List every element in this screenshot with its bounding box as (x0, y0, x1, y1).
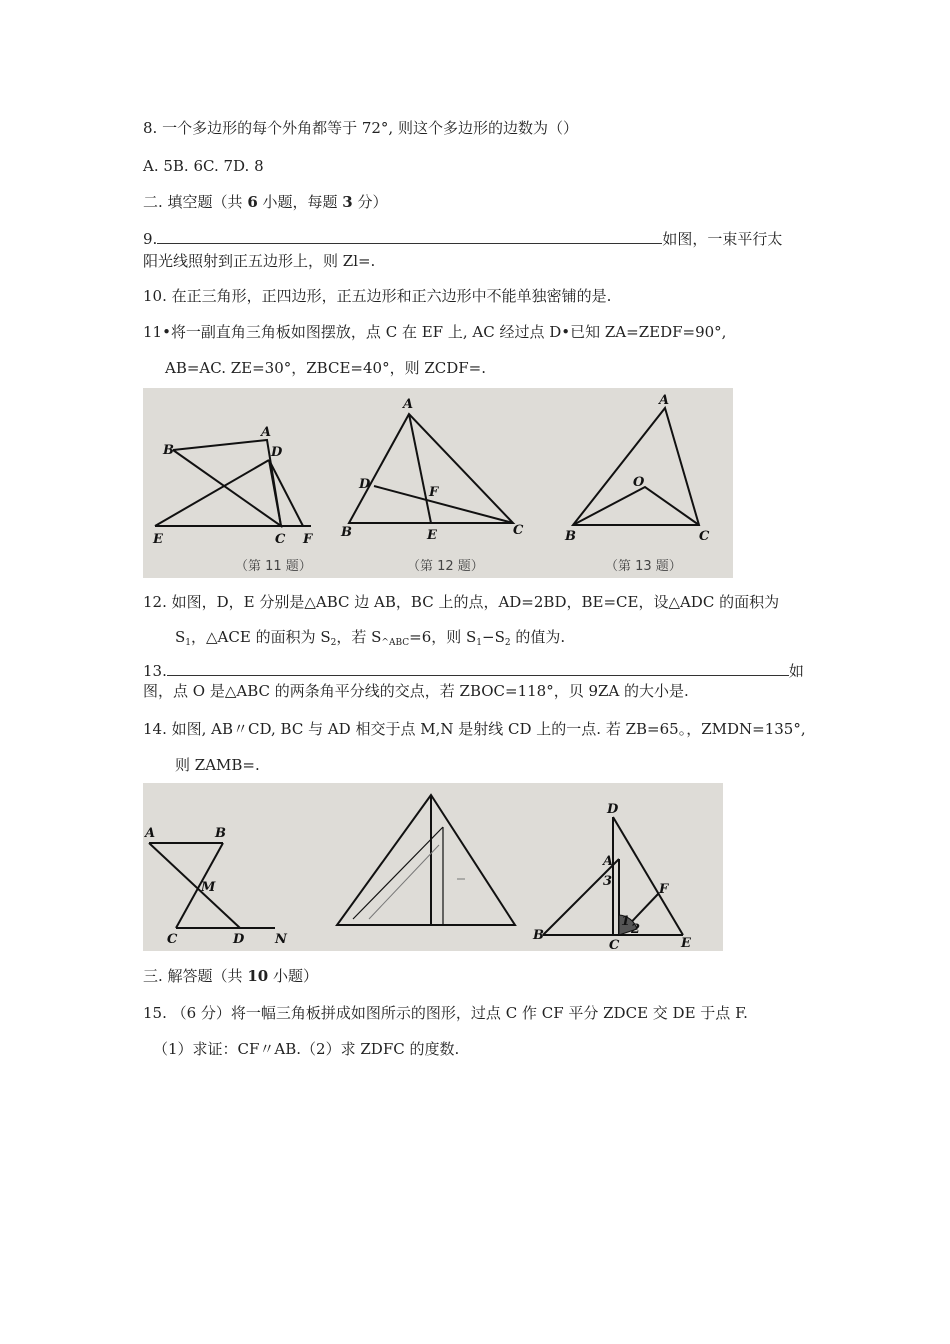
label-b: B (533, 928, 544, 943)
question-15: 15. （6 分）将一幅三角板拼成如图所示的图形，过点 C 作 CF 平分 ZDCE 交 DE 于点 F. (143, 1004, 748, 1022)
label-c: C (513, 523, 524, 538)
label-d: D (359, 477, 371, 492)
question-8: 8. 一个多边形的每个外角都等于 72°, 则这个多边形的边数为（） (143, 119, 578, 137)
label-a: A (659, 393, 670, 408)
label-n: N (275, 932, 287, 947)
answer-blank (157, 229, 662, 244)
figure-strip-14-15 (143, 783, 723, 951)
label-a: A (145, 826, 156, 841)
question-9: 9. 如图，一束平行太 (143, 230, 783, 248)
figure-set-squares (337, 795, 515, 925)
section-2-heading: 二. 填空题（共 6 小题，每题 3 分） (143, 193, 388, 211)
label-2: 2 (631, 922, 641, 937)
caption-13: （第 13 题） (605, 559, 682, 574)
label-a: A (603, 854, 614, 869)
question-10: 10. 在正三角形，正四边形，正五边形和正六边形中不能单独密铺的是. (143, 287, 612, 305)
figure-12 (340, 397, 524, 574)
label-a: A (261, 425, 272, 440)
label-1: 1 (621, 914, 631, 929)
section-3-heading: 三. 解答题（共 10 小题） (143, 967, 318, 985)
label-d: D (607, 802, 619, 817)
question-11: 11•将一副直角三角板如图摆放，点 C 在 EF 上, AC 经过点 D•已知 ZA=ZEDF=90°, (143, 323, 727, 341)
caption-12: （第 12 题） (407, 559, 484, 574)
caption-11: （第 11 题） (235, 559, 312, 574)
label-b: B (341, 525, 352, 540)
label-e: E (681, 936, 691, 951)
label-f: F (303, 532, 313, 547)
label-b: B (163, 443, 174, 458)
figure-15 (532, 802, 692, 951)
label-d: D (271, 445, 283, 460)
label-c: C (167, 932, 178, 947)
label-e: E (427, 528, 437, 543)
figure-13 (564, 393, 710, 574)
question-12-line2: $S_1$，△ACE 的面积为 $S_2$，若 $S_{\^{}ABC}=6$，则 $S_1-S_2$ 的值为. (175, 628, 566, 648)
question-13: 13. 如 (143, 662, 804, 680)
answer-blank (167, 661, 789, 676)
label-f: F (659, 882, 669, 897)
label-e: E (153, 532, 163, 547)
label-m: M (201, 880, 216, 895)
question-14-line2: 则 ZAMB=. (175, 756, 260, 774)
label-b: B (215, 826, 226, 841)
question-14: 14. 如图, AB〃CD, BC 与 AD 相交于点 M,N 是射线 CD 上的一点. 若 ZB=65。，ZMDN=135°, (143, 720, 806, 738)
question-15-line2: （1）求证：CF〃AB.（2）求 ZDFC 的度数. (153, 1040, 460, 1058)
question-8-options: A. 5B. 6C. 7D. 8 (143, 157, 264, 175)
label-c: C (275, 532, 286, 547)
label-c: C (699, 529, 710, 544)
question-9-line2: 阳光线照射到正五边形上，则 Zl=. (143, 252, 376, 270)
label-c: C (609, 938, 620, 951)
question-11-line2: AB=AC. ZE=30°，ZBCE=40°，则 ZCDF=. (165, 359, 487, 377)
label-b: B (565, 529, 576, 544)
label-o: O (633, 475, 645, 490)
figure-11 (152, 425, 313, 574)
label-f: F (429, 485, 439, 500)
figure-14 (143, 826, 288, 947)
label-a: A (403, 397, 414, 412)
label-3: 3 (603, 874, 613, 889)
figure-strip-11-13 (143, 388, 733, 578)
question-12: 12. 如图，D，E 分别是△ABC 边 AB，BC 上的点，AD=2BD，BE=CE，设△ADC 的面积为 (143, 593, 780, 611)
label-d: D (233, 932, 245, 947)
question-13-line2: 图，点 O 是△ABC 的两条角平分线的交点，若 ZBOC=118°，贝 9ZA 的大小是. (143, 682, 689, 700)
